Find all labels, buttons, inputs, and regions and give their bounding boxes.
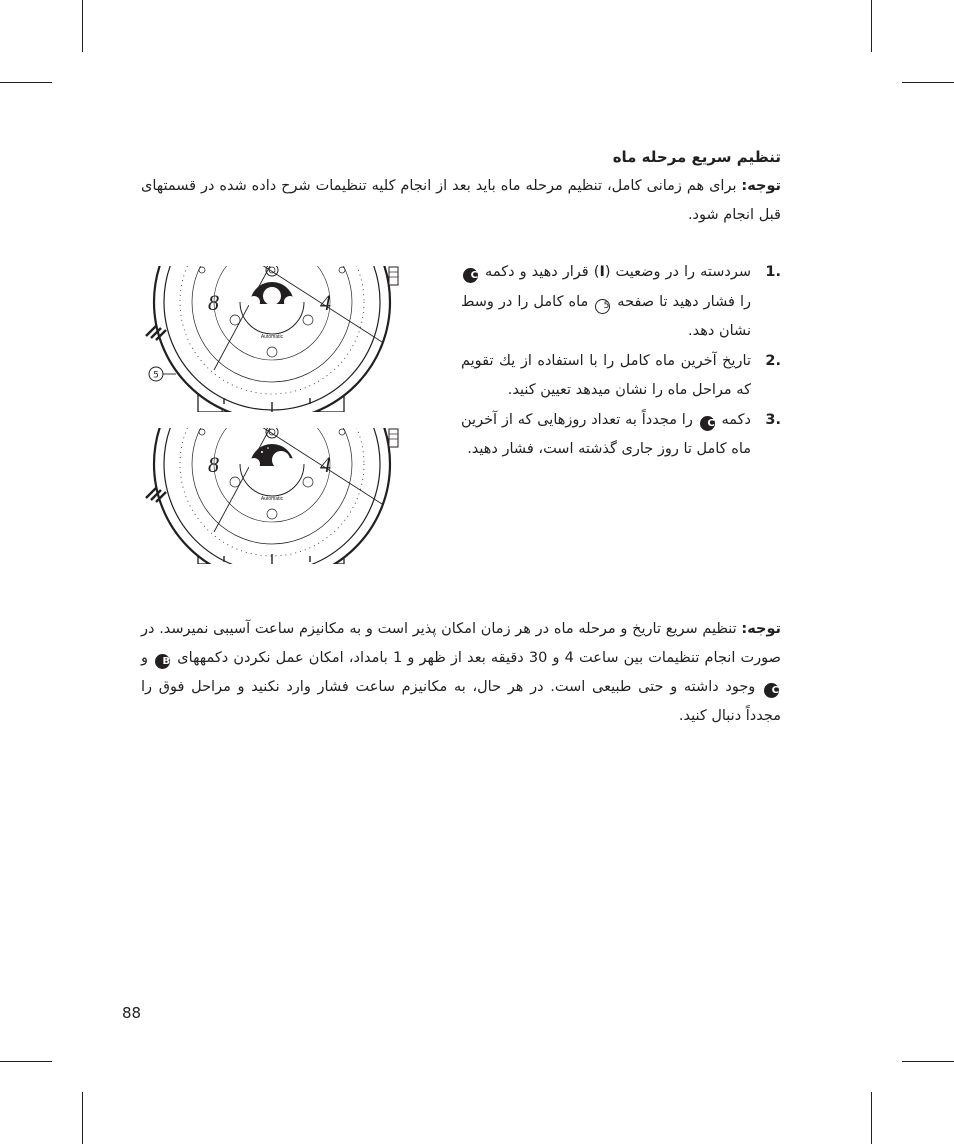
page-number: 88	[122, 1004, 142, 1022]
watch-figure-full-moon	[142, 262, 402, 412]
dial-numeral-4: 4	[320, 290, 331, 315]
step-number: 2.	[765, 352, 781, 369]
note-text: وجود داشته و حتی طبیعی است. در هر حال، به مکانیزم ساعت فشار وارد نکنید و مراحل فوق را مجدداً دنبال کنید.	[141, 679, 781, 724]
full-moon-icon	[263, 287, 281, 305]
step-3	[461, 406, 781, 465]
step-text: ) قرار دهید و دکمه	[480, 264, 600, 280]
note-text: تنظیم سریع تاریخ و مرحله ماه در هر زمان امکان پذیر است و به مکانیزم ساعت آسیبی نمیرسد. در صورت انجام تنظیمات بین ساعت 4 و 30 دقیقه بعد از ظهر و 1 بامداد، امکان عمل نکردن دکمههای	[141, 621, 781, 666]
crop-mark-top-left-v	[82, 0, 83, 52]
steps-list	[461, 258, 781, 465]
crop-mark-top-right-h	[902, 82, 954, 83]
dial-numeral-4: 4	[320, 452, 331, 477]
step-text: دکمه	[716, 411, 751, 428]
note-label: توجه:	[741, 621, 781, 637]
note-text: و	[141, 650, 154, 666]
watch-figure-moon-moved	[142, 424, 402, 564]
crown-position-label: I	[599, 264, 605, 280]
crown-icon	[389, 267, 398, 285]
dial-numeral-8: 8	[208, 290, 219, 315]
step-1	[461, 258, 781, 347]
crop-mark-bottom-right-h	[902, 1061, 954, 1062]
button-b-icon: B	[155, 654, 170, 669]
note-warning	[141, 615, 781, 731]
note-text: برای هم زمانی کامل، تنظیم مرحله ماه باید بعد از انجام کلیه تنظیمات شرح داده شده در قسمتهای قبل انجام شود.	[141, 178, 781, 223]
step-text: را مجدداً به تعداد روزهایی که از آخرین ماه کامل تا روز جاری گذشته است، فشار دهید.	[461, 411, 751, 457]
note-intro	[141, 172, 781, 230]
section-title: تنظیم سریع مرحله ماه	[612, 148, 781, 166]
crop-mark-top-right-v	[871, 0, 872, 52]
crop-mark-bottom-right-v	[871, 1092, 872, 1144]
step-number: 3.	[765, 411, 781, 428]
callout-5-icon: 5	[595, 299, 610, 314]
crop-mark-bottom-left-v	[82, 1092, 83, 1144]
callout-5-label: 5	[153, 370, 159, 381]
button-c-icon: C	[463, 268, 478, 283]
dial-brand: Automatic	[260, 334, 284, 340]
note-label: توجه:	[741, 178, 781, 194]
dial-brand: Automatic	[260, 496, 284, 502]
crown-icon	[389, 429, 398, 447]
step-text: ماه کامل را در وسط نشان دهد.	[461, 293, 751, 339]
step-text: را فشار دهید تا صفحه	[612, 293, 751, 310]
step-number: 1.	[765, 264, 781, 280]
button-c-icon: C	[764, 683, 779, 698]
crop-mark-bottom-left-h	[0, 1061, 52, 1062]
step-text: تاریخ آخرین ماه کامل را با استفاده از یك تقویم که مراحل ماه را نشان میدهد تعیین کنید.	[461, 352, 751, 398]
crop-mark-top-left-h	[0, 82, 52, 83]
step-text: سردسته را در وضعیت (	[604, 264, 751, 280]
dial-numeral-8: 8	[208, 452, 219, 477]
button-c-icon: C	[700, 416, 715, 431]
step-2	[461, 347, 781, 406]
